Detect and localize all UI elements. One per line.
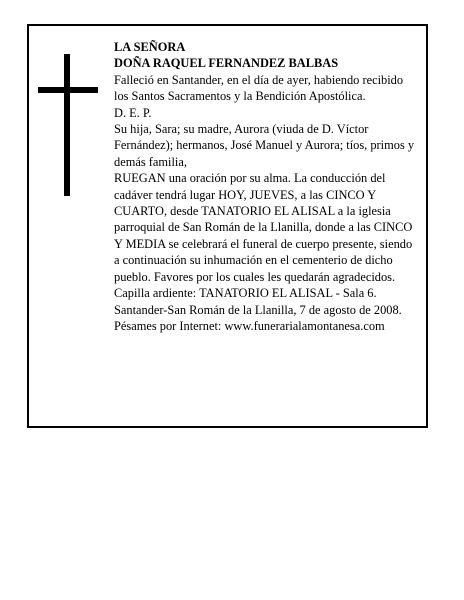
condolences-line: Pésames por Internet: www.funerarialamontanesa.com — [114, 318, 385, 333]
deceased-name: DOÑA RAQUEL FERNANDEZ BALBAS — [114, 56, 339, 71]
notice-text — [114, 39, 418, 334]
cross-horizontal-bar — [38, 87, 98, 93]
death-announcement: Falleció en Santander, en el día de ayer, habiendo recibido — [114, 72, 404, 87]
sacraments-line: los Santos Sacramentos y la Bendición Apostólica. — [114, 89, 366, 104]
funeral-details: RUEGAN una oración por su alma. La conducción del cadáver tendrá lugar HOY, JUEVES, a las CINCO Y CUARTO, desde TANATORIO EL ALISAL a la iglesia parroquial de San Román de la Llanilla, donde a las CINCO Y MEDIA se celebrará el funeral de cuerpo presente, siendo a continuación su inhumación en el cementerio de dicho pueblo. Favores por los cuales les quedarán agradecidos. Capilla ardiente: TANATORIO EL ALISAL - Sala 6. Santander-San Román de la Llanilla, 7 de agosto de 2008. — [114, 171, 413, 317]
cross-icon — [38, 54, 98, 196]
family-line: Su hija, Sara; su madre, Aurora (viuda de D. Víctor Fernández); hermanos, José Manuel y Aurora; tíos, primos y demás familia, — [114, 122, 415, 169]
rip-line: D. E. P. — [114, 105, 152, 120]
notice-heading: LA SEÑORA — [114, 40, 186, 54]
cross-vertical-bar — [64, 54, 70, 196]
